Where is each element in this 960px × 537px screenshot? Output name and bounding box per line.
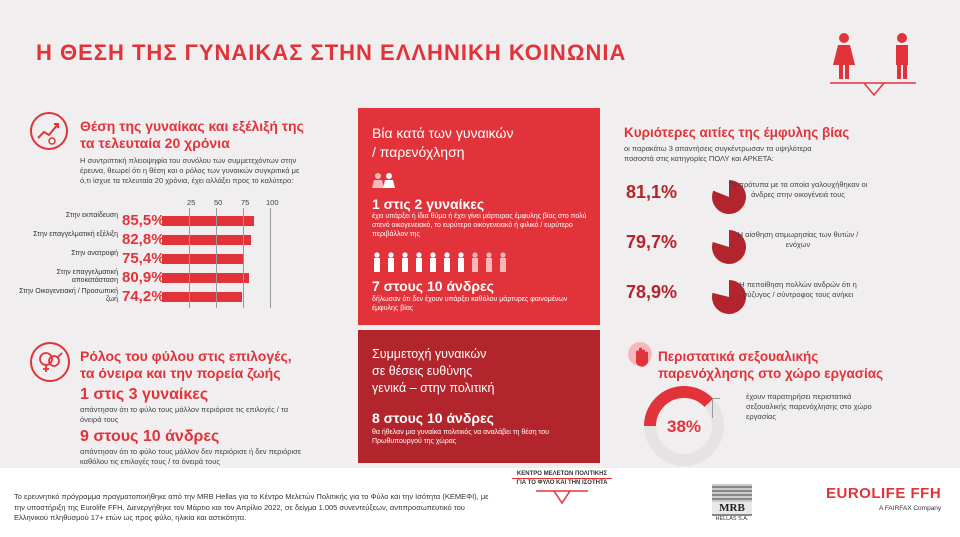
violence-stat2-text: δήλωσαν ότι δεν έχουν υπάρξει καθόλου μάρτυρες φαινομένων έμφυλης βίας <box>372 296 568 312</box>
bar-row <box>0 288 340 306</box>
gender-role-title <box>80 348 292 382</box>
bar-row <box>0 250 340 268</box>
violence-title-line1: Βία κατά των γυναικών <box>372 125 514 141</box>
causes-title: Κυριότερες αιτίες της έμφυλης βίας <box>624 125 850 140</box>
two-women-icon <box>372 172 396 192</box>
bar-label: Στην επαγγελματική εξέλιξη <box>33 231 118 238</box>
violence-box <box>358 108 600 325</box>
mrb-mark <box>712 484 752 516</box>
bar-row <box>0 269 340 287</box>
bar-label: Στην επαγγελματική αποκατάσταση <box>56 269 118 284</box>
gender-symbols-icon <box>30 342 70 382</box>
gender-role-stat2: 9 στους 10 άνδρες <box>80 428 220 445</box>
callout-line <box>712 398 720 418</box>
causes-description: οι παρακάτω 3 απαντήσεις συγκέντρωσαν τα υψηλότερα ποσοστά στις κατηγορίες ΠΟΛΥ και ΑΡΚΕΤΑ: <box>624 144 812 163</box>
politics-title <box>372 346 495 397</box>
eurolife-text: EUROLIFE FFH <box>826 485 942 502</box>
position-title-line2: τα τελευταία 20 χρόνια <box>80 135 230 151</box>
bar-row <box>0 212 340 230</box>
eurolife-sub: A FAIRFAX Company <box>879 505 942 512</box>
bar-value: 74,2% <box>122 288 165 305</box>
eurolife-logo <box>826 485 941 512</box>
violence-title-line2: / παρενόχληση <box>372 144 465 160</box>
politics-stat-text: θα ήθελαν μια γυναίκα πολιτικός να αναλάβει τη θέση του Πρωθυπουργού της χώρας <box>372 429 549 445</box>
harassment-value: 38% <box>666 417 702 436</box>
bar-label: Στην Οικογενειακή / Προσωπική ζωή <box>19 288 118 303</box>
politics-title-line1: Συμμετοχή γυναικών <box>372 347 487 361</box>
harassment-title-line1: Περιστατικά σεξουαλικής <box>658 349 819 364</box>
gridline <box>189 208 190 308</box>
hand-stop-icon <box>626 340 660 370</box>
bar-value: 82,8% <box>122 231 165 248</box>
violence-stat2: 7 στους 10 άνδρες <box>372 278 494 294</box>
mrb-text: MRB <box>712 502 752 514</box>
cause-value: 78,9% <box>626 282 678 302</box>
mrb-sub: HELLAS S.A. <box>715 516 749 522</box>
position-title-line1: Θέση της γυναίκας και εξέλιξή της <box>80 118 304 134</box>
cause-value: 81,1% <box>626 182 678 202</box>
cause-value: 79,7% <box>626 232 678 252</box>
bar <box>162 273 249 283</box>
footer-text: Το ερευνητικό πρόγραμμα πραγματοποιήθηκε από την MRB Hellas για το Κέντρο Μελετών Πολιτικής για το Φύλο και την Ισότητα (ΚΕΜΕΦΙ), με την υποστήριξη της Eurolife FFH. Διενεργήθηκε τον Μάρτιο και τον Απρίλιο 2022, σε δείγμα 1.005 συνεντεύξεων, αντιπροσωπευτικό του Ελληνικού πληθυσμού 17+ ετών ως προς φύλο, ηλικία και αστικότητα. <box>14 492 489 522</box>
violence-stat1-text: έχει υπάρξει ή ίδια θύμα ή έχει γίνει μάρτυρας έμφυλης βίας στο πολύ στενό οικογενειακό, το ευρύτερο οικογενειακό ή φιλικό / ευρύτερο περιβάλλον της <box>372 213 587 238</box>
position-title <box>80 118 304 152</box>
gender-role-stat1: 1 στις 3 γυναίκες <box>80 386 209 403</box>
kemefi-logo <box>512 470 612 512</box>
gender-role-title-line1: Ρόλος του φύλου στις επιλογές, <box>80 348 292 364</box>
bar <box>162 254 243 264</box>
bar-row <box>0 231 340 249</box>
position-description: Η συντριπτική πλειοψηφία του συνόλου των συμμετεχόντων στην έρευνα, θεωρεί ότι η θέση και ο ρόλος των γυναικών συγκριτικά με ό,τι ίσχυε τα τελευταία 20 χρόνια, έχει αλλάξει προς το καλύτερο: <box>80 156 300 185</box>
violence-stat1: 1 στις 2 γυναίκες <box>372 196 485 212</box>
harassment-text: έχουν παρατηρήσει περιστατικά σεξουαλικής παρενόχλησης στο χώρο εργασίας <box>746 392 872 421</box>
ten-men-icon <box>372 252 522 274</box>
gender-role-stat2-text: απάντησαν ότι το φύλο τους μάλλον δεν περιόρισε ή δεν περιόρισε καθόλου τις επιλογές τους / τα όνειρά τους <box>80 447 302 466</box>
position-bar-chart <box>0 198 340 313</box>
gender-role-title-line2: τα όνειρα και την πορεία ζωής <box>80 365 281 381</box>
gender-balance-icon <box>826 30 926 100</box>
growth-chart-icon <box>30 112 68 150</box>
bar-label: Στην ανατροφή <box>71 250 118 257</box>
cause-text: Τα πρότυπα με τα οποία γαλουχήθηκαν οι άνδρες στην οικογένειά τους <box>728 180 868 199</box>
politics-box <box>358 330 600 463</box>
axis-tick: 50 <box>214 198 223 207</box>
harassment-title <box>658 348 883 382</box>
axis-tick: 75 <box>241 198 250 207</box>
bar-value: 85,5% <box>122 212 165 229</box>
gridline <box>216 208 217 308</box>
politics-title-line3: γενικά – στην πολιτική <box>372 381 495 395</box>
bar <box>162 292 242 302</box>
axis-tick: 25 <box>187 198 196 207</box>
bar <box>162 235 251 245</box>
page-title: Η ΘΕΣΗ ΤΗΣ ΓΥΝΑΙΚΑΣ ΣΤΗΝ ΕΛΛΗΝΙΚΗ ΚΟΙΝΩΝΙΑ <box>36 40 627 65</box>
bar-value: 75,4% <box>122 250 165 267</box>
bar-label: Στην εκπαίδευση <box>65 212 118 219</box>
kemefi-line2: ΓΙΑ ΤΟ ΦΥΛΟ ΚΑΙ ΤΗΝ ΙΣΟΤΗΤΑ <box>512 478 612 487</box>
harassment-title-line2: παρενόχλησης στο χώρο εργασίας <box>658 366 884 381</box>
politics-stat: 8 στους 10 άνδρες <box>372 410 494 426</box>
violence-title <box>372 124 513 162</box>
gridline <box>243 208 244 308</box>
politics-title-line2: σε θέσεις ευθύνης <box>372 364 473 378</box>
bar <box>162 216 254 226</box>
kemefi-scale-icon <box>532 487 592 507</box>
cause-text: Η αίσθηση ατιμωρησίας των θυτών / ενόχων <box>737 230 859 249</box>
gridline <box>270 208 271 308</box>
cause-text: Η πεποίθηση πολλών ανδρών ότι η σύζυγος / σύντροφος τους ανήκει <box>739 280 857 299</box>
kemefi-line1: ΚΕΝΤΡΟ ΜΕΛΕΤΩΝ ΠΟΛΙΤΙΚΗΣ <box>516 471 608 477</box>
mrb-logo <box>712 484 752 522</box>
gender-role-stat1-text: απάντησαν ότι το φύλο τους μάλλον περιόρισε τις επιλογές / τα όνειρά τους <box>80 405 289 424</box>
bar-value: 80,9% <box>122 269 165 286</box>
axis-tick: 100 <box>266 198 279 207</box>
